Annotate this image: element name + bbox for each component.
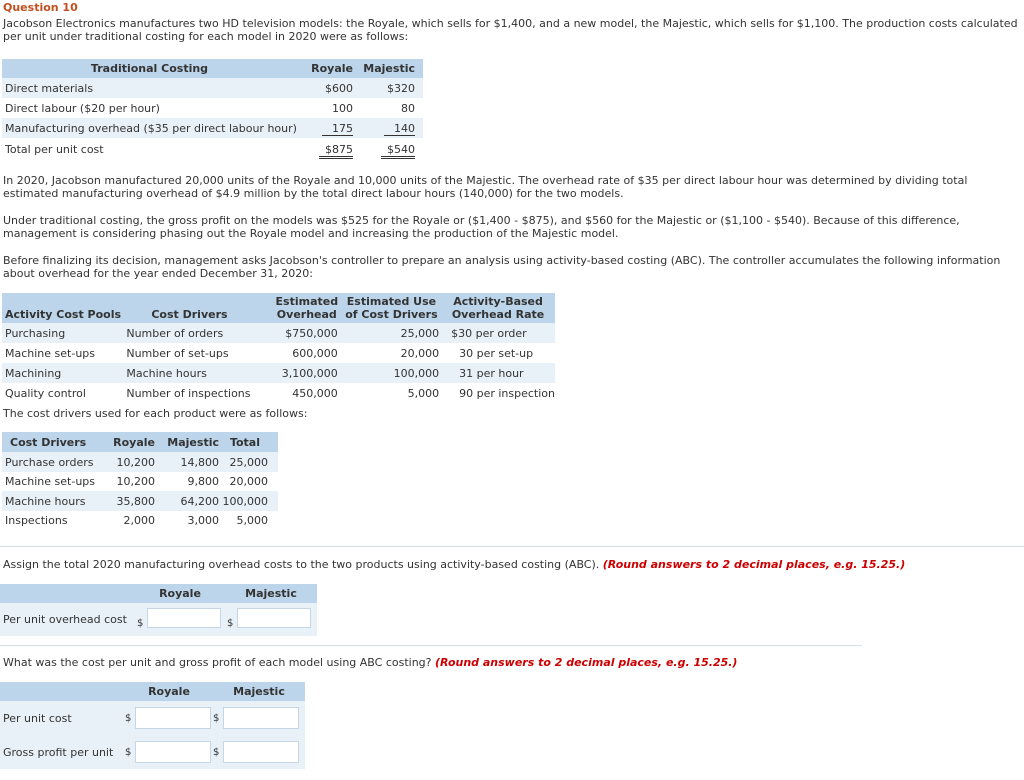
table-row <box>2 98 423 118</box>
row-label: Manufacturing overhead ($35 per direct labour hour) <box>5 121 297 135</box>
row-label: Direct materials <box>5 81 94 95</box>
abc-header-drivers: Cost Drivers <box>151 308 228 321</box>
traditional-header-royale: Royale <box>311 62 353 75</box>
majestic-value: 140 <box>384 122 415 136</box>
majestic-value: $540 <box>381 143 415 159</box>
abc-header-rate: Activity-Based Overhead Rate <box>451 295 545 321</box>
currency-symbol: $ <box>125 747 132 758</box>
table-row: Machine set-ups 10,200 9,800 20,000 <box>5 475 268 488</box>
royale-overhead-input[interactable] <box>147 608 221 628</box>
section-divider <box>0 546 1024 547</box>
royale-gross-profit-input[interactable] <box>135 741 211 763</box>
drivers-header-majestic: Majestic <box>167 435 219 449</box>
paragraph-4: Before finalizing its decision, management asks Jacobson's controller to prepare an analysis using activity-based costing (ABC). The controller accumulates the following information about overhead for the year ended December 31, 2020: <box>3 254 1001 280</box>
row-label: Total per unit cost <box>5 142 104 156</box>
traditional-header-label: Traditional Costing <box>90 62 209 75</box>
table-row: Quality control Number of inspections 450,000 5,000 90 per inspection <box>5 386 555 400</box>
question-1-prompt: Assign the total 2020 manufacturing overhead costs to the two products using activity-based costing (ABC). (Round answers to 2 decimal places, e.g. 15.25.) <box>3 558 906 571</box>
per-unit-overhead-label: Per unit overhead cost <box>3 613 127 626</box>
royale-value: 175 <box>322 122 353 136</box>
col-royale: Royale <box>148 685 190 698</box>
majestic-unit-cost-input[interactable] <box>223 707 299 729</box>
currency-symbol: $ <box>213 747 220 758</box>
abc-header-pools: Activity Cost Pools <box>5 308 122 321</box>
col-majestic: Majestic <box>233 685 285 698</box>
table-row <box>2 138 423 160</box>
drivers-header-royale: Royale <box>113 435 155 449</box>
abc-header-overhead: Estimated Overhead <box>275 295 339 321</box>
royale-value: $875 <box>319 143 353 159</box>
table-row: Machine set-ups Number of set-ups 600,000 20,000 30 per set-up <box>5 346 534 360</box>
table-row: Inspections 2,000 3,000 5,000 <box>5 514 268 527</box>
currency-symbol: $ <box>137 618 144 629</box>
royale-value: $600 <box>325 81 353 95</box>
table-row: Machine hours 35,800 64,200 100,000 <box>2 491 278 511</box>
per-unit-cost-label: Per unit cost <box>3 711 72 725</box>
question-title: Question 10 <box>3 1 78 14</box>
table-row: Purchase orders 10,200 14,800 25,000 <box>2 452 278 472</box>
table-row <box>2 78 423 98</box>
abc-table <box>2 293 555 403</box>
table-row <box>2 118 423 138</box>
traditional-costing-table <box>2 59 423 160</box>
majestic-overhead-input[interactable] <box>237 608 311 628</box>
row-label: Direct labour ($20 per hour) <box>5 101 160 115</box>
cost-drivers-table <box>2 432 278 530</box>
table-row: Purchasing Number of orders $750,000 25,000 $30 per order <box>2 323 555 343</box>
section-divider <box>0 645 862 646</box>
paragraph-2: In 2020, Jacobson manufactured 20,000 units of the Royale and 10,000 units of the Majestic. The overhead rate of $35 per direct labour hour was determined by dividing total estimated manufacturing overhead of $4.9 million by the total direct labour hours (140,000) for the two models. <box>3 174 968 200</box>
rounding-hint: (Round answers to 2 decimal places, e.g. 15.25.) <box>602 558 906 571</box>
majestic-value: $320 <box>387 81 415 95</box>
royale-value: 100 <box>332 101 353 115</box>
drivers-intro: The cost drivers used for each product were as follows: <box>3 407 308 420</box>
currency-symbol: $ <box>227 618 234 629</box>
paragraph-3: Under traditional costing, the gross profit on the models was $525 for the Royale or ($1,400 - $875), and $560 for the Majestic or ($1,100 - $540). Because of this difference, management is considering phasing out the Royale model and increasing the production of the Majestic model. <box>3 214 960 240</box>
col-majestic: Majestic <box>245 587 297 600</box>
traditional-header-majestic: Majestic <box>363 62 415 75</box>
royale-unit-cost-input[interactable] <box>135 707 211 729</box>
rounding-hint: (Round answers to 2 decimal places, e.g. 15.25.) <box>435 656 738 669</box>
currency-symbol: $ <box>213 713 220 724</box>
majestic-value: 80 <box>401 101 415 115</box>
overhead-answer-table <box>0 584 317 636</box>
question-2-prompt: What was the cost per unit and gross profit of each model using ABC costing? (Round answers to 2 decimal places, e.g. 15.25.) <box>3 656 738 669</box>
table-row: Machining Machine hours 3,100,000 100,000 31 per hour <box>2 363 555 383</box>
drivers-header-total: Total <box>229 435 260 449</box>
currency-symbol: $ <box>125 713 132 724</box>
intro-paragraph: Jacobson Electronics manufactures two HD television models: the Royale, which sells for $1,400, and a new model, the Majestic, which sells for $1,100. The production costs calculated per unit under traditional costing for each model in 2020 were as follows: <box>3 17 1018 43</box>
abc-header-use: Estimated Use of Cost Drivers <box>345 295 438 321</box>
col-royale: Royale <box>159 587 201 600</box>
majestic-gross-profit-input[interactable] <box>223 741 299 763</box>
abc-cost-answer-table <box>0 682 305 769</box>
gross-profit-label: Gross profit per unit <box>3 745 114 759</box>
drivers-header-label: Cost Drivers <box>10 435 87 449</box>
